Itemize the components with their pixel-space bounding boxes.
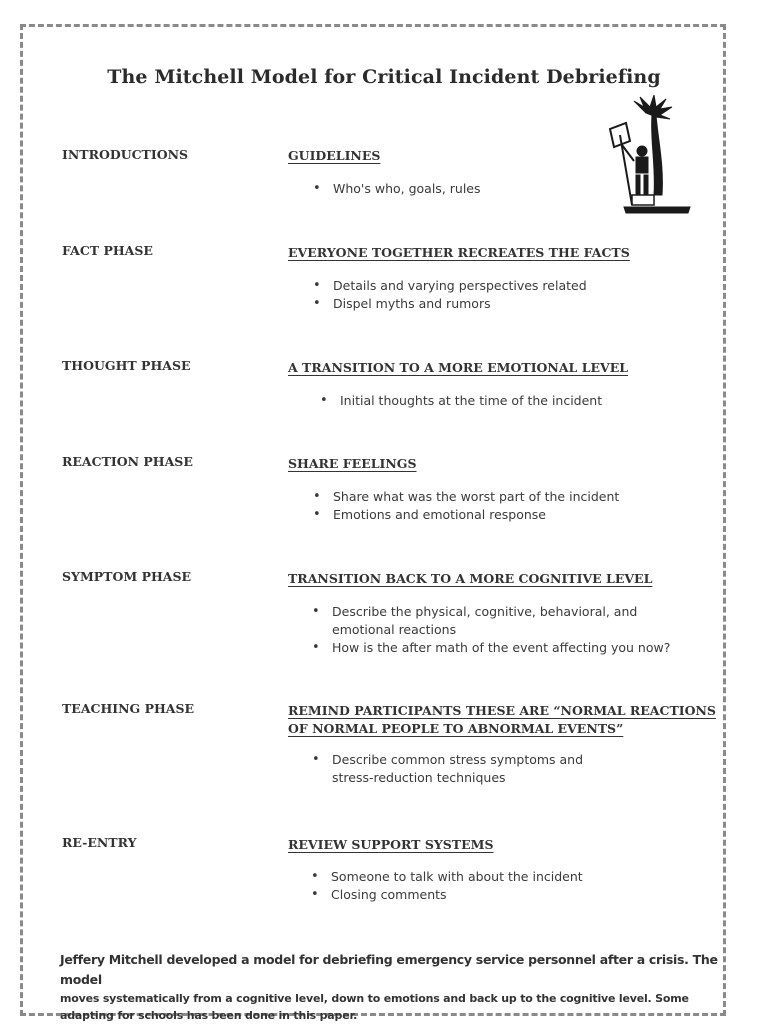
list-item: • Initial thoughts at the time of the incident xyxy=(320,392,700,410)
bullet-list-fact xyxy=(313,277,693,313)
phase-heading-thought: A TRANSITION TO A MORE EMOTIONAL LEVEL xyxy=(288,360,629,375)
phase-heading-reaction: SHARE FEELINGS xyxy=(288,456,417,471)
list-item: • How is the after math of the event affecting you now? xyxy=(312,639,692,657)
list-item: • Details and varying perspectives related xyxy=(313,277,693,295)
list-item: • Describe common stress symptoms and stress-reduction techniques xyxy=(312,751,602,787)
phase-heading-symptom: TRANSITION BACK TO A MORE COGNITIVE LEVEL xyxy=(288,571,653,586)
bullet-list-symptom xyxy=(312,603,692,657)
bullet-list-thought xyxy=(320,392,700,410)
phase-label-teaching: TEACHING PHASE xyxy=(62,701,195,716)
list-item: • Describe the physical, cognitive, behavioral, and emotional reactions xyxy=(312,603,662,639)
list-item: • Dispel myths and rumors xyxy=(313,295,693,313)
bullet-list-introductions xyxy=(313,180,613,198)
phase-label-re-entry: RE-ENTRY xyxy=(62,835,137,850)
page-title: The Mitchell Model for Critical Incident Debriefing xyxy=(107,66,661,88)
footer-line-2: moves systematically from a cognitive level, down to emotions and back up to the cognitive level. Some xyxy=(60,992,689,1005)
phase-heading-teaching: REMIND PARTICIPANTS THESE ARE “NORMAL REACTIONS OF NORMAL PEOPLE TO ABNORMAL EVENTS” xyxy=(288,703,716,736)
footer-description xyxy=(60,950,720,1024)
list-item: • Who's who, goals, rules xyxy=(313,180,613,198)
phase-label-fact: FACT PHASE xyxy=(62,243,153,258)
list-item: • Emotions and emotional response xyxy=(313,506,703,524)
footer-line-1: Jeffery Mitchell developed a model for debriefing emergency service personnel after a crisis. The model xyxy=(60,952,718,987)
list-item: • Someone to talk with about the incident xyxy=(311,868,691,886)
phase-label-reaction: REACTION PHASE xyxy=(62,454,193,469)
bullet-list-reaction xyxy=(313,488,703,524)
footer-line-3: adapting for schools has been done in this paper. xyxy=(60,1009,358,1022)
bullet-list-teaching xyxy=(312,751,612,787)
phase-label-introductions: INTRODUCTIONS xyxy=(62,147,189,162)
list-item: • Share what was the worst part of the incident xyxy=(313,488,703,506)
phase-heading-introductions: GUIDELINES xyxy=(288,148,381,163)
phase-heading-re-entry: REVIEW SUPPORT SYSTEMS xyxy=(288,837,494,852)
bullet-list-re-entry xyxy=(311,868,691,904)
list-item: • Closing comments xyxy=(311,886,691,904)
phase-label-thought: THOUGHT PHASE xyxy=(62,358,191,373)
phase-label-symptom: SYMPTOM PHASE xyxy=(62,569,192,584)
phase-heading-fact: EVERYONE TOGETHER RECREATES THE FACTS xyxy=(288,245,630,260)
